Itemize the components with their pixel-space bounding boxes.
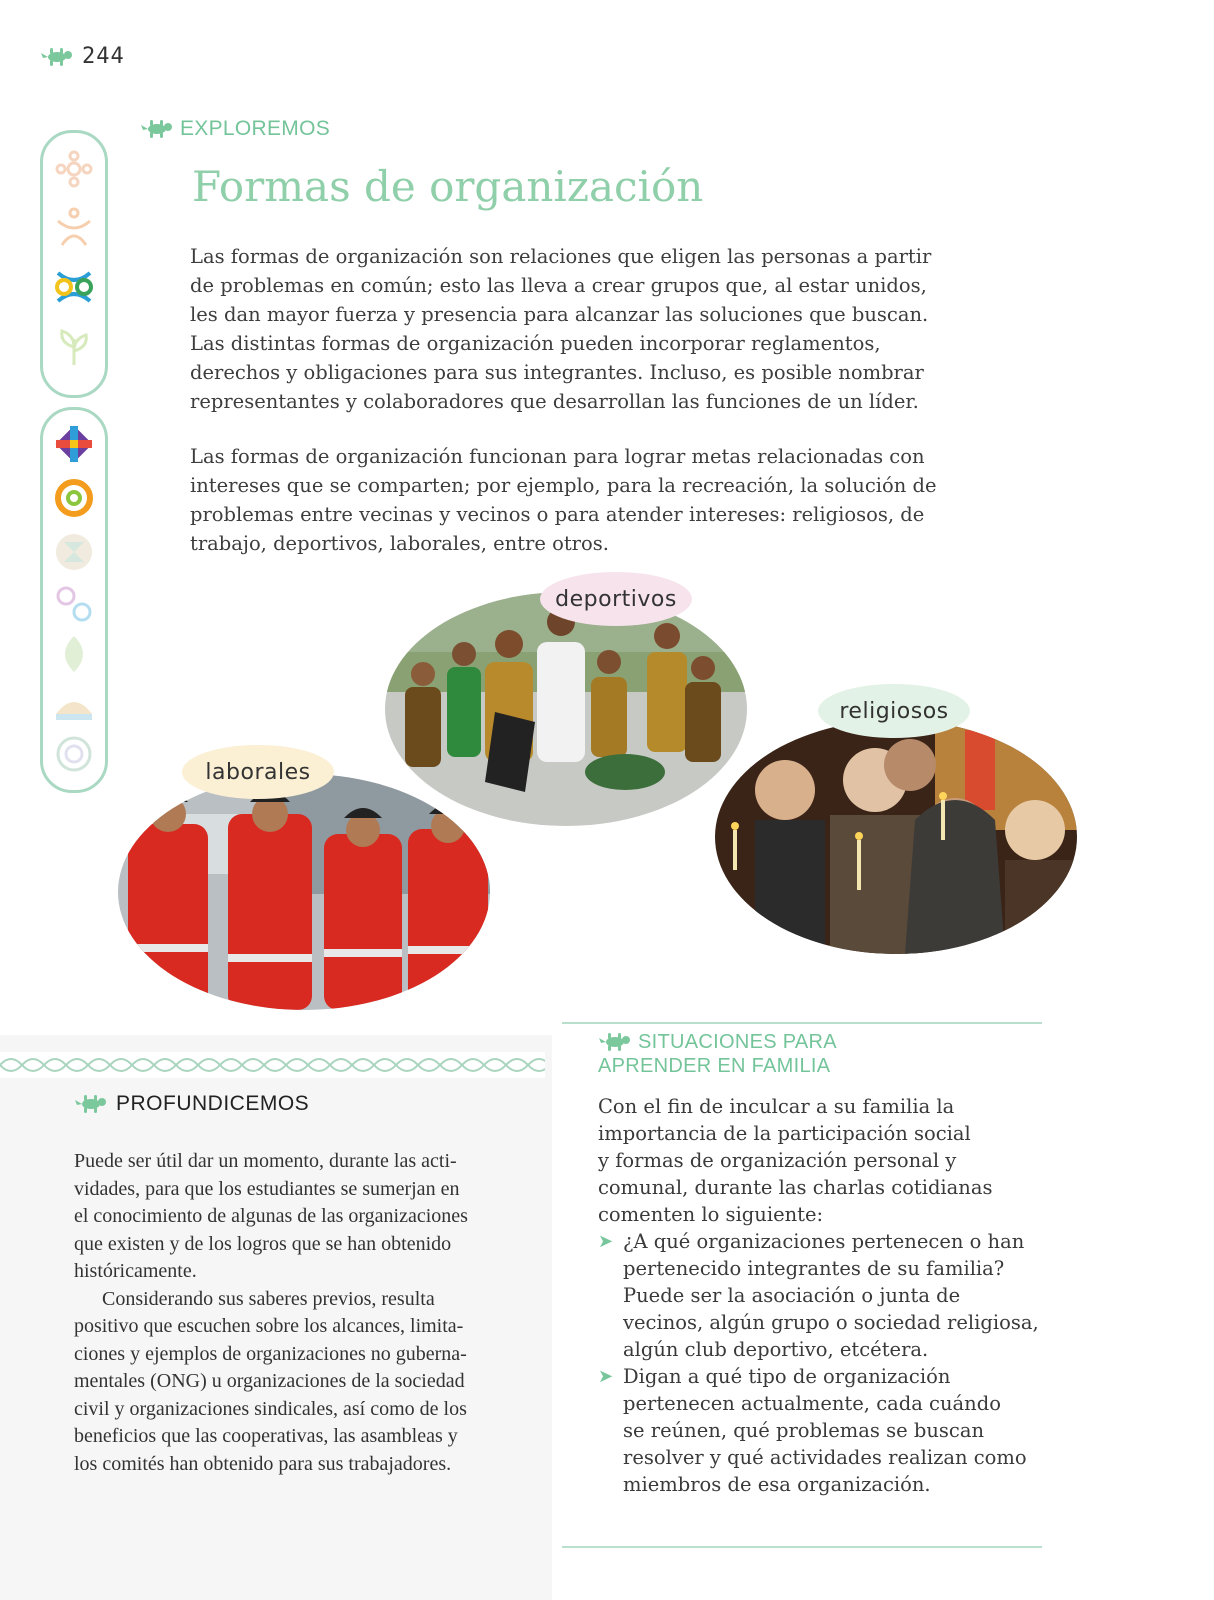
text-line: positivo que escuchen sobre los alcances, limita- [74,1315,464,1337]
photo-religiosos [715,720,1077,954]
text-line: ¿A qué organizaciones pertenecen o han [623,1230,1025,1253]
text-line: y formas de organización personal y [598,1149,957,1172]
text-line: miembros de esa organización. [623,1473,931,1496]
text-line: Con el fin de inculcar a su familia la [598,1095,955,1118]
text-line: comunal, durante las charlas cotidianas [598,1176,993,1199]
text-line: los comités han obtenido para sus trabajadores. [74,1452,452,1475]
text-line: resolver y qué actividades realizan como [623,1446,1027,1469]
label-religiosos: religiosos [818,684,970,738]
decorative-border [0,1052,545,1078]
landscape-icon [52,684,96,728]
side-rail-top [40,130,108,398]
text-line: Las formas de organización funcionan para lograr metas relacionadas con [190,445,925,468]
text-line: problemas entre vecinas y vecinos o para atender intereses: religiosos, de [190,503,925,526]
text-line: importancia de la participación social [598,1122,971,1145]
text-line: vecinos, algún grupo o sociedad religiosa, [623,1311,1039,1334]
intro-paragraph [190,242,980,416]
familia-bullet-2 [598,1363,1048,1498]
profundicemos-text [74,1148,504,1478]
text-line: Digan a qué tipo de organización [623,1365,951,1388]
text-line: se reúnen, qué problemas se buscan [623,1419,985,1442]
text-line: civil y organizaciones sindicales, así como de los [74,1397,467,1420]
arrow-bullet-icon: ➤ [598,1366,614,1387]
text-line: trabajo, deportivos, laborales, entre otros. [190,532,609,555]
lizard-icon [598,1030,632,1054]
photo-laborales [118,774,490,1010]
text-line: Puede ser útil dar un momento, durante las acti- [74,1150,457,1172]
section-label: EXPLOREMOS [180,117,331,140]
lizard-icon [40,45,74,69]
text-line: ciones y ejemplos de organizaciones no guberna- [74,1342,467,1365]
text-line: algún club deportivo, etcétera. [623,1338,929,1361]
plant-icon [52,325,96,369]
page-number-block [40,44,125,69]
photo-deportivos [385,592,747,826]
divider-bottom [562,1546,1042,1548]
candle-vigil-image [715,720,1077,954]
text-line: que existen y de los logros que se han obtenido [74,1232,452,1255]
familia-intro [598,1093,1048,1228]
text-line: Considerando sus saberes previos, resulta [102,1287,435,1310]
lizard-icon [140,117,174,141]
text-line: de problemas en común; esto las lleva a crear grupos que, al estar unidos, [190,274,927,297]
page-title: Formas de organización [192,162,704,211]
text-line: representantes y colaboradores que desarrollan las funciones de un líder. [190,390,919,413]
side-rail-bottom [40,407,108,793]
target-icon [52,476,96,520]
label-deportivos: deportivos [540,572,692,626]
text-line: Puede ser la asociación o junta de [623,1284,961,1307]
page-number: 244 [82,44,125,69]
text-line: Las formas de organización son relaciones que eligen las personas a partir [190,245,932,268]
lizard-icon [74,1092,108,1116]
familia-heading [598,1030,837,1078]
arrow-bullet-icon: ➤ [598,1231,614,1252]
text-line: históricamente. [74,1260,197,1282]
profundicemos-heading [74,1092,309,1116]
familia-bullet-1 [598,1228,1048,1363]
familia-title-line2: APRENDER EN FAMILIA [598,1055,831,1077]
figure-icon [52,205,96,249]
text-line: mentales (ONG) u organizaciones de la sociedad [74,1370,465,1392]
text-line: pertenecen actualmente, cada cuándo [623,1392,1001,1415]
hourglass-icon [52,530,96,574]
text-line: pertenecido integrantes de su familia? [623,1257,1005,1280]
rescue-workers-image [118,774,490,1010]
text-line: derechos y obligaciones para sus integrantes. Incluso, es posible nombrar [190,361,924,384]
label-laborales: laborales [182,745,334,799]
text-line: les dan mayor fuerza y presencia para alcanzar las soluciones que buscan. [190,303,929,326]
text-line: el conocimiento de algunas de las organizaciones [74,1205,468,1227]
divider-top [562,1022,1042,1024]
text-line: Las distintas formas de organización pueden incorporar reglamentos, [190,332,881,355]
community-icon [52,265,96,309]
second-paragraph [190,442,980,558]
flower-icon [52,147,96,191]
text-line: intereses que se comparten; por ejemplo, para la recreación, la solución de [190,474,937,497]
text-line: vidades, para que los estudiantes se sumerjan en [74,1177,460,1200]
text-line: beneficios que las cooperativas, las asambleas y [74,1425,458,1447]
familia-title-line1: SITUACIONES PARA [638,1030,837,1053]
leaf-icon [52,632,96,676]
chain-icon [52,582,96,626]
profundicemos-title: PROFUNDICEMOS [116,1092,310,1115]
spiral-icon [52,732,96,776]
cross-diamond-icon [52,422,96,466]
text-line: comenten lo siguiente: [598,1203,824,1226]
exploremos-heading [140,117,330,141]
sports-group-image [385,592,747,826]
